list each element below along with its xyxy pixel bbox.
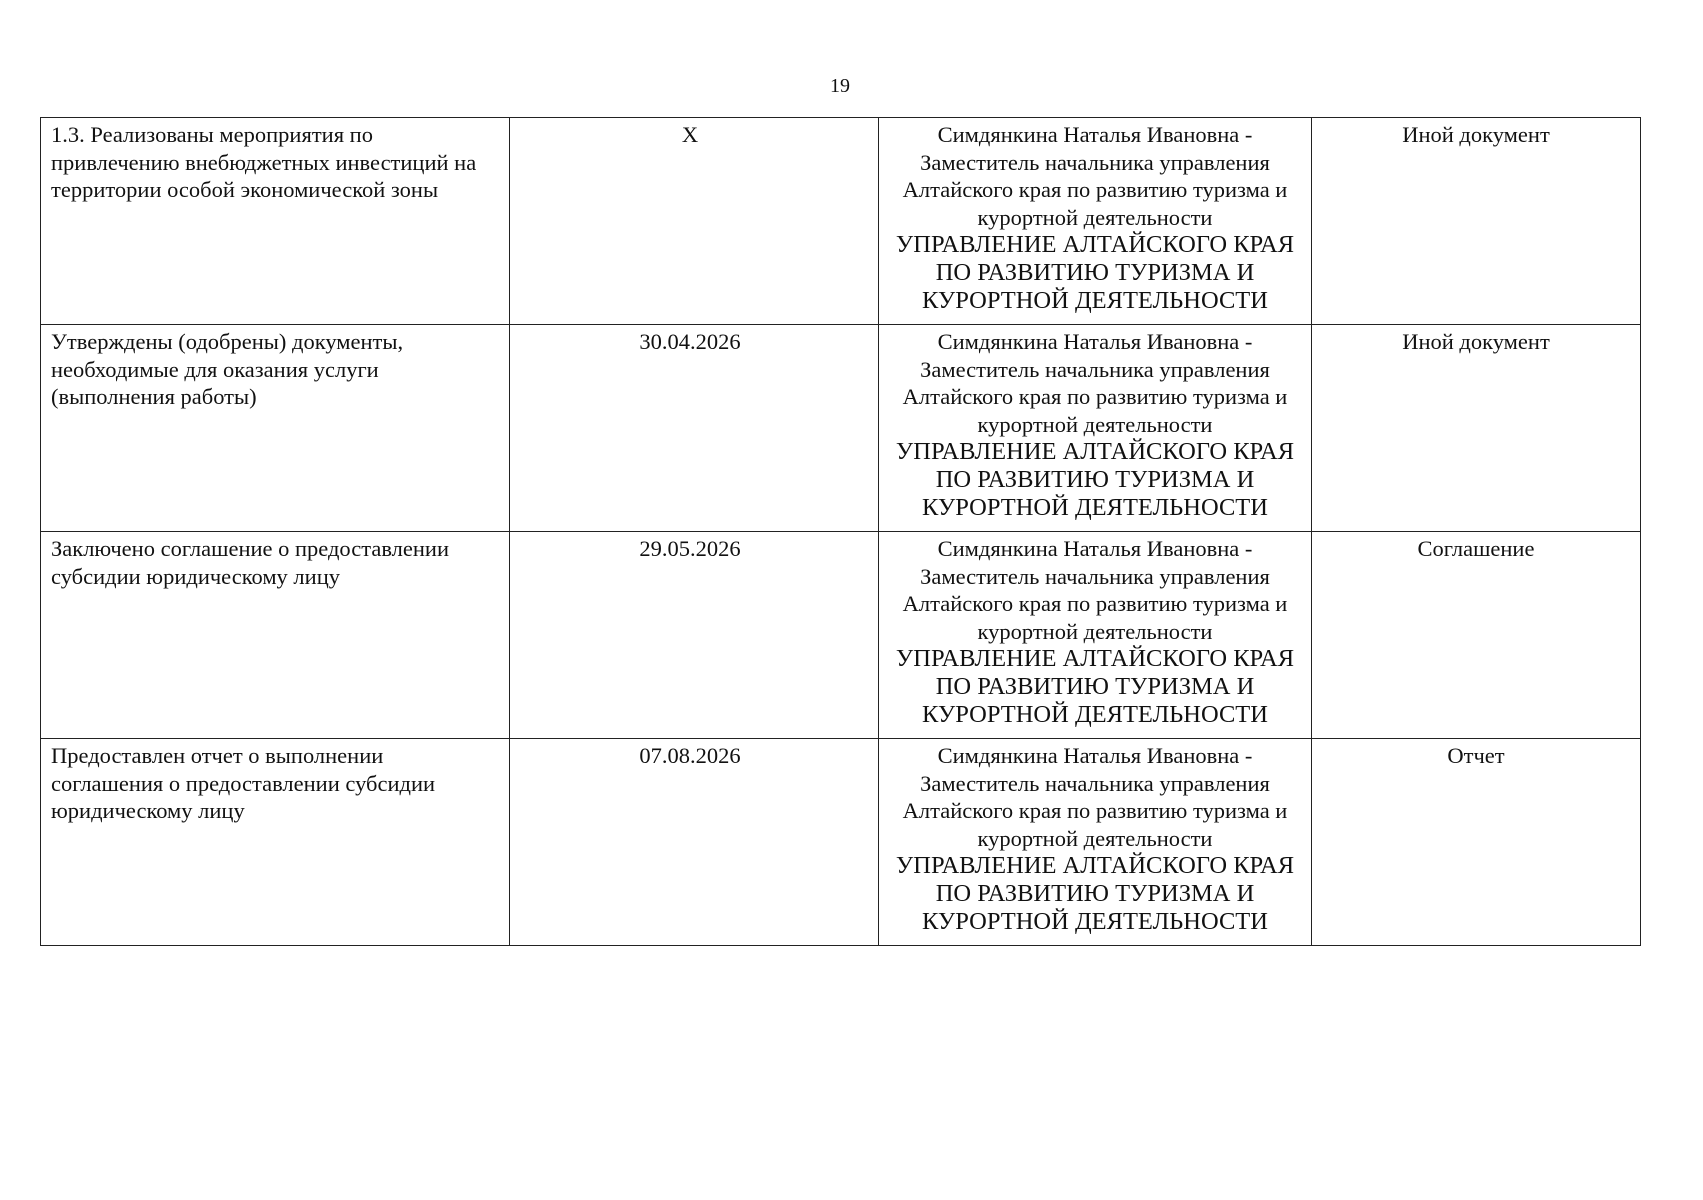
event-text: Утверждены (одобрены) документы, необходимые для оказания услуги (выполнения работы)	[51, 329, 404, 410]
responsible-person: Симдянкина Наталья Ивановна - Заместитель начальника управления Алтайского края по развитию туризма и курортной деятельности	[902, 122, 1288, 230]
date-text: 30.04.2026	[639, 329, 741, 354]
event-text: Предоставлен отчет о выполнении соглашения о предоставлении субсидии юридическому лицу	[51, 743, 436, 824]
table-row	[41, 739, 1641, 946]
date-cell	[510, 118, 879, 325]
date-text: X	[681, 122, 699, 147]
responsible-person: Симдянкина Наталья Ивановна - Заместитель начальника управления Алтайского края по развитию туризма и курортной деятельности	[902, 743, 1288, 851]
responsible-cell	[879, 739, 1312, 946]
responsible-org: УПРАВЛЕНИЕ АЛТАЙСКОГО КРАЯ ПО РАЗВИТИЮ ТУРИЗМА И КУРОРТНОЙ ДЕЯТЕЛЬНОСТИ	[895, 645, 1295, 728]
date-text: 07.08.2026	[639, 743, 741, 768]
date-cell	[510, 739, 879, 946]
date-text: 29.05.2026	[639, 536, 741, 561]
document-type: Иной документ	[1402, 329, 1550, 354]
document-type: Отчет	[1447, 743, 1505, 768]
event-cell	[41, 325, 510, 532]
responsible-person: Симдянкина Наталья Ивановна - Заместитель начальника управления Алтайского края по развитию туризма и курортной деятельности	[902, 536, 1288, 644]
page-number: 19	[830, 75, 850, 97]
event-cell	[41, 739, 510, 946]
responsible-cell	[879, 532, 1312, 739]
responsible-org: УПРАВЛЕНИЕ АЛТАЙСКОГО КРАЯ ПО РАЗВИТИЮ ТУРИЗМА И КУРОРТНОЙ ДЕЯТЕЛЬНОСТИ	[895, 438, 1295, 521]
table-row	[41, 325, 1641, 532]
event-cell	[41, 118, 510, 325]
date-cell	[510, 532, 879, 739]
document-type: Иной документ	[1402, 122, 1550, 147]
document-cell	[1312, 118, 1641, 325]
date-cell	[510, 325, 879, 532]
document-cell	[1312, 532, 1641, 739]
event-cell	[41, 532, 510, 739]
event-text: 1.3. Реализованы мероприятия по привлечению внебюджетных инвестиций на территории особой экономической зоны	[51, 122, 477, 203]
responsible-cell	[879, 325, 1312, 532]
responsible-org: УПРАВЛЕНИЕ АЛТАЙСКОГО КРАЯ ПО РАЗВИТИЮ ТУРИЗМА И КУРОРТНОЙ ДЕЯТЕЛЬНОСТИ	[895, 231, 1295, 314]
activity-table	[40, 117, 1641, 946]
event-text: Заключено соглашение о предоставлении субсидии юридическому лицу	[51, 536, 449, 589]
table-row	[41, 118, 1641, 325]
document-cell	[1312, 325, 1641, 532]
responsible-cell	[879, 118, 1312, 325]
table-row	[41, 532, 1641, 739]
responsible-person: Симдянкина Наталья Ивановна - Заместитель начальника управления Алтайского края по развитию туризма и курортной деятельности	[902, 329, 1288, 437]
document-type: Соглашение	[1417, 536, 1535, 561]
responsible-org: УПРАВЛЕНИЕ АЛТАЙСКОГО КРАЯ ПО РАЗВИТИЮ ТУРИЗМА И КУРОРТНОЙ ДЕЯТЕЛЬНОСТИ	[895, 852, 1295, 935]
document-cell	[1312, 739, 1641, 946]
